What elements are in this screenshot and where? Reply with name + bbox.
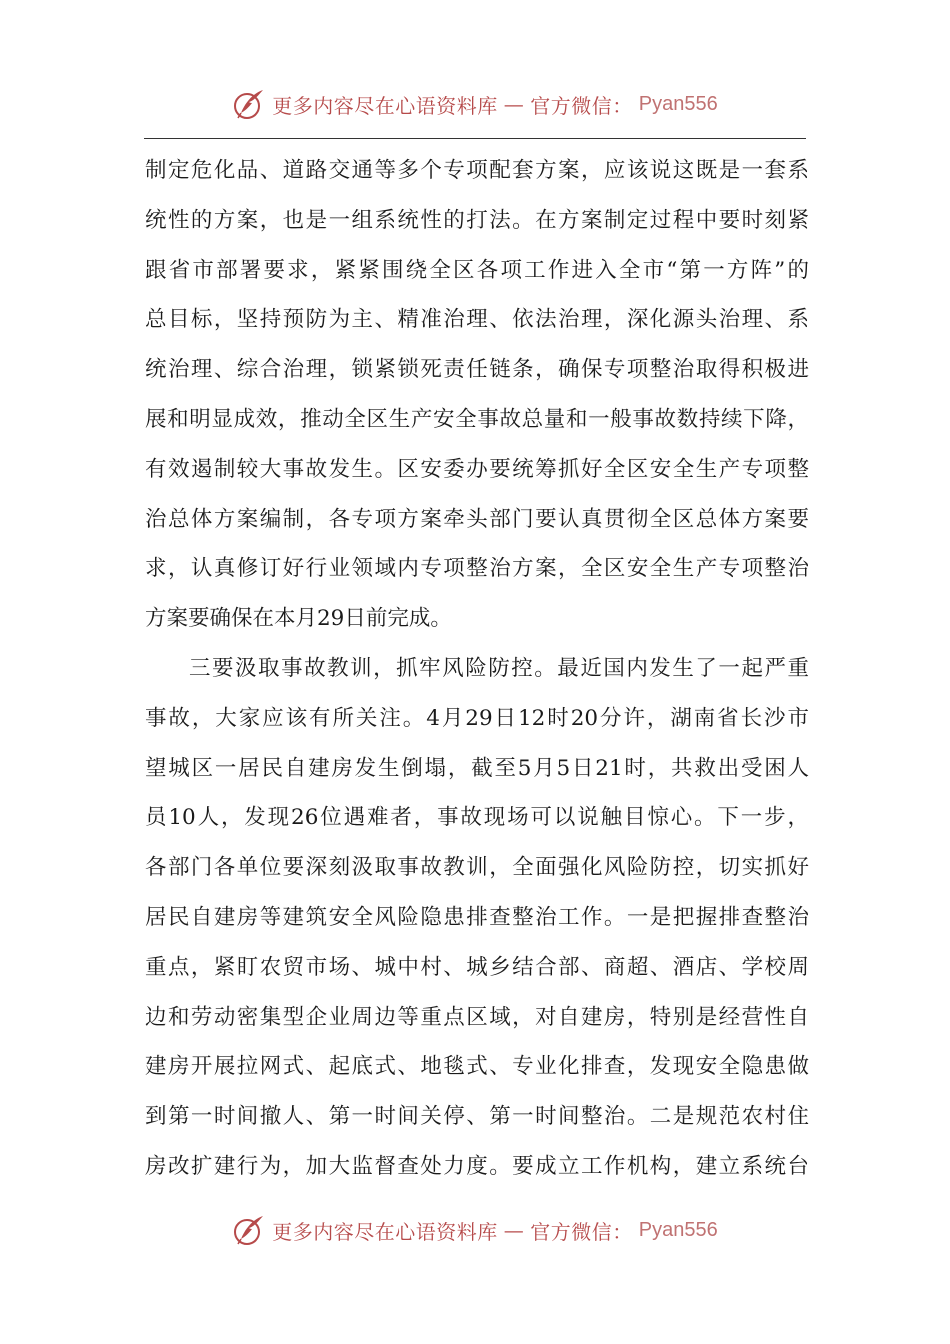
banner-separator: — [503,1218,525,1242]
paragraph-first-line: 三要汲取事故教训，抓牢风险防控。最近国内发生了一起严重 [189,655,809,681]
body-line: 统治理、综合治理，锁紧锁死责任链条，确保专项整治取得积极进 [145,357,809,383]
body-line: 员10人，发现26位遇难者，事故现场可以说触目惊心。下一步， [145,805,809,831]
quill-pen-logo-icon [232,1213,266,1247]
body-line: 建房开展拉网式、起底式、地毯式、专业化排查，发现安全隐患做 [145,1054,809,1080]
body-line: 统性的方案，也是一组系统性的打法。在方案制定过程中要时刻紧 [145,207,809,233]
banner-separator: — [503,92,525,116]
body-line: 事故，大家应该有所关注。4月29日12时20分许，湖南省长沙市 [145,705,809,731]
body-line: 展和明显成效，推动全区生产安全事故总量和一般事故数持续下降， [145,406,809,432]
document-body [145,146,809,1192]
body-line: 求，认真修订好行业领域内专项整治方案，全区安全生产专项整治 [145,556,809,582]
body-line: 到第一时间撤人、第一时间关停、第一时间整治。二是规范农村住 [145,1104,809,1130]
body-line: 房改扩建行为，加大监督查处力度。要成立工作机构，建立系统台 [145,1153,809,1179]
header-banner [0,82,950,126]
banner-contact-handle: Pyan556 [638,92,718,115]
header-divider [144,138,806,139]
body-line: 重点，紧盯农贸市场、城中村、城乡结合部、商超、酒店、学校周 [145,954,809,980]
body-line: 跟省市部署要求，紧紧围绕全区各项工作进入全市“第一方阵”的 [145,257,809,283]
body-line: 边和劳动密集型企业周边等重点区域，对自建房，特别是经营性自 [145,1004,809,1030]
banner-contact-label: 官方微信： [530,93,633,118]
banner-contact-handle: Pyan556 [638,1218,718,1241]
quill-pen-logo-icon [232,87,266,121]
banner-contact-label: 官方微信： [530,1219,633,1244]
body-line: 总目标，坚持预防为主、精准治理、依法治理，深化源头治理、系 [145,307,809,333]
body-line: 各部门各单位要深刻汲取事故教训，全面强化风险防控，切实抓好 [145,855,809,881]
body-line: 有效遏制较大事故发生。区安委办要统筹抓好全区安全生产专项整 [145,456,809,482]
body-line: 居民自建房等建筑安全风险隐患排查整治工作。一是把握排查整治 [145,904,809,930]
banner-site-text: 更多内容尽在心语资料库 [272,93,498,118]
body-line: 制定危化品、道路交通等多个专项配套方案，应该说这既是一套系 [145,158,809,183]
body-line: 治总体方案编制，各专项方案牵头部门要认真贯彻全区总体方案要 [145,506,809,532]
footer-banner [0,1208,950,1252]
body-line: 方案要确保在本月29日前完成。 [145,606,452,632]
banner-site-text: 更多内容尽在心语资料库 [272,1219,498,1244]
body-line: 望城区一居民自建房发生倒塌，截至5月5日21时，共救出受困人 [145,755,809,781]
